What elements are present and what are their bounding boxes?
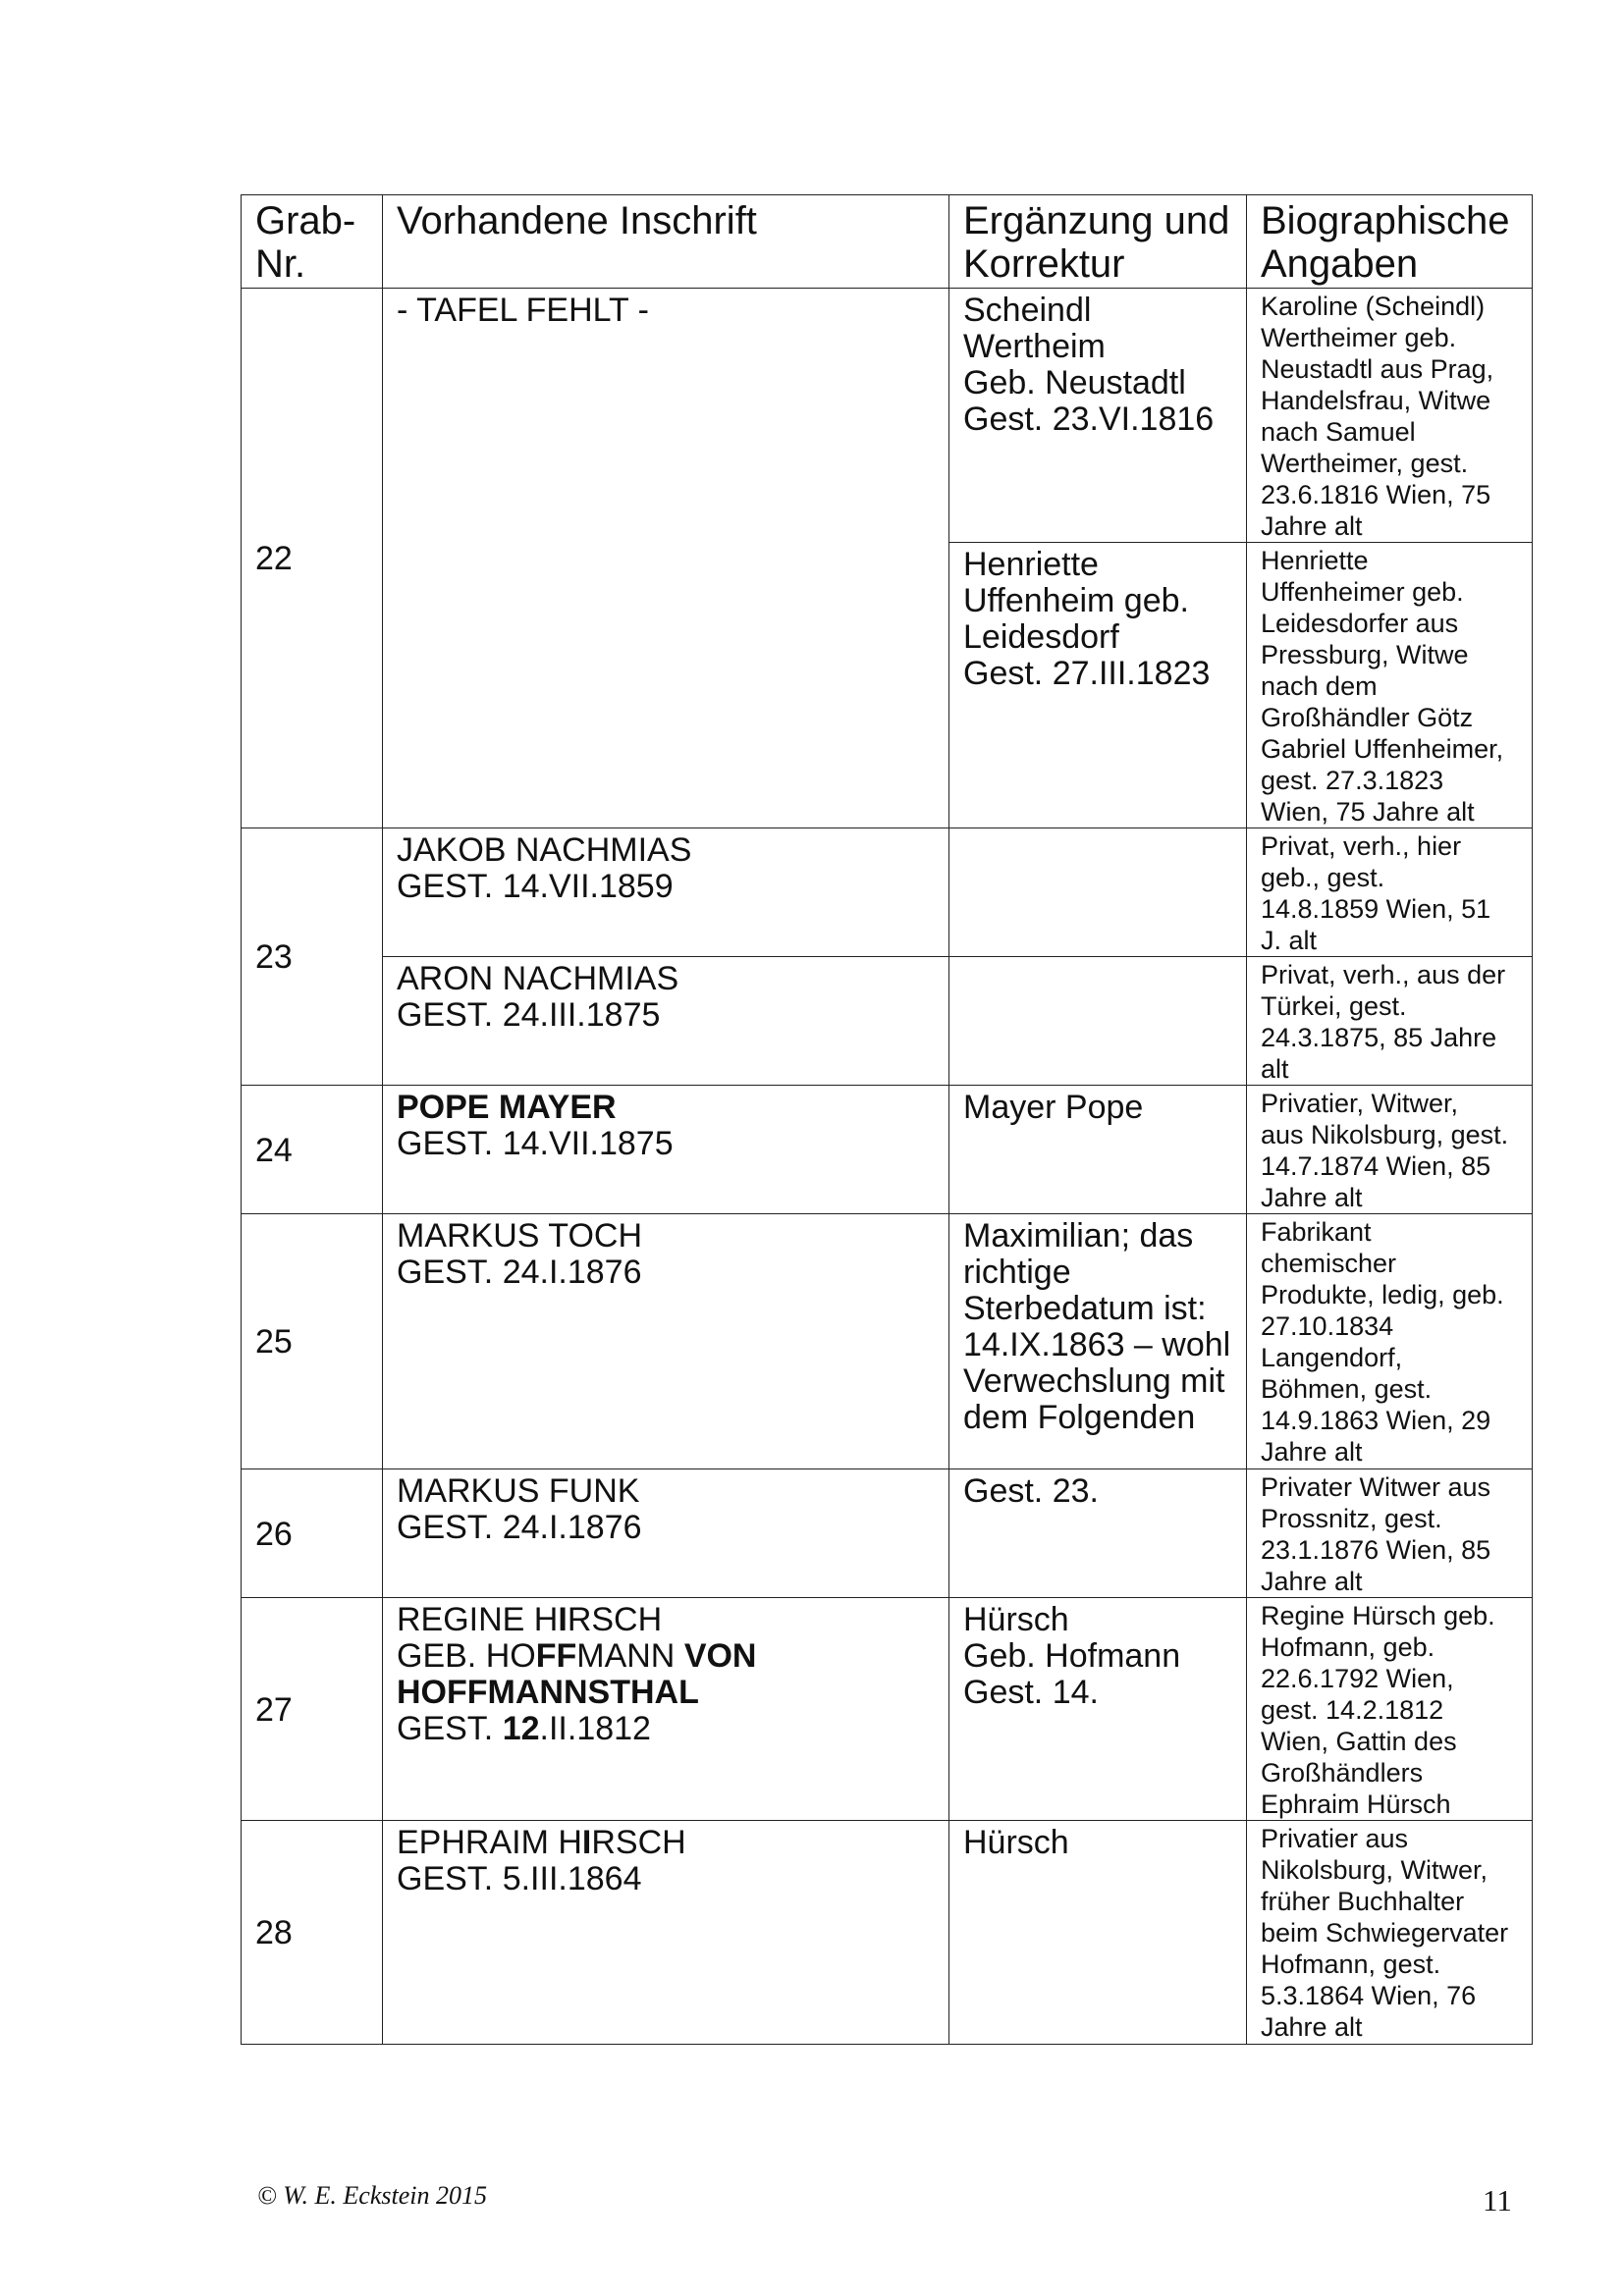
inscription-cell (383, 1214, 949, 1469)
text-line: MARKUS TOCH (397, 1217, 643, 1255)
text-line: Großhändlers (1261, 1758, 1424, 1788)
text-line: chemischer (1261, 1249, 1397, 1278)
text-line: Jahre alt (1261, 2012, 1363, 2042)
text-line: MARKUS FUNK (397, 1472, 640, 1510)
text-line: 14.IX.1863 – wohl (963, 1326, 1231, 1363)
inscription-cell (383, 957, 949, 1086)
header-biographie (1247, 195, 1533, 289)
text-line: 22.6.1792 Wien, (1261, 1664, 1454, 1693)
inscription-cell (383, 1086, 949, 1214)
text-line: Geb. Hofmann (963, 1637, 1181, 1675)
text-line: J. alt (1261, 926, 1318, 955)
biography-cell (1247, 1086, 1533, 1214)
inscription-cell (383, 289, 949, 828)
grave-table (241, 194, 1533, 2045)
correction-cell (949, 1214, 1247, 1469)
inscription-line (397, 1711, 935, 1747)
text-line: Neustadtl aus Prag, (1261, 354, 1494, 384)
inscription-line: POPE MAYER (397, 1089, 617, 1126)
inscription-line (397, 1825, 935, 1861)
table-row-25 (242, 1214, 1533, 1469)
text-line: Jahre alt (1261, 1183, 1363, 1212)
table-row-27 (242, 1598, 1533, 1821)
grave-number: 26 (242, 1469, 383, 1598)
biography-cell (1247, 543, 1533, 828)
grave-number: 22 (242, 289, 383, 828)
text-line: Fabrikant (1261, 1217, 1372, 1247)
text-line: Karoline (Scheindl) (1261, 292, 1486, 321)
text-line: Biographische (1261, 199, 1510, 242)
text-line: ARON NACHMIAS (397, 960, 679, 997)
text-line: Privat, verh., aus der (1261, 960, 1506, 989)
text-line: Uffenheim geb. (963, 582, 1189, 619)
inscription-cell (383, 1598, 949, 1821)
text-line: GEST. 24.I.1876 (397, 1254, 642, 1291)
text-line: Vorhandene Inschrift (397, 199, 757, 242)
header-ergaenzung (949, 195, 1247, 289)
biography-cell (1247, 289, 1533, 543)
correction-cell (949, 543, 1247, 828)
inscription-line (397, 1602, 935, 1638)
text-line: Grab- (255, 199, 356, 242)
text-line: Türkei, gest. (1261, 991, 1407, 1021)
text-line: 27.10.1834 (1261, 1311, 1394, 1341)
text-line: Henriette (1261, 546, 1369, 575)
text-line: 23.6.1816 Wien, 75 (1261, 480, 1491, 509)
correction-cell (949, 1469, 1247, 1598)
text-line: gest. 27.3.1823 (1261, 766, 1444, 795)
grave-number: 25 (242, 1214, 383, 1469)
text-line: Verwechslung mit (963, 1362, 1225, 1400)
text-line: Wertheimer, gest. (1261, 449, 1469, 478)
text-run: MANN (576, 1637, 684, 1675)
table-row-22a (242, 289, 1533, 543)
biography-cell (1247, 957, 1533, 1086)
text-run-bold: 12 (502, 1710, 540, 1747)
text-line: - TAFEL FEHLT - (397, 292, 649, 329)
text-line: Hürsch (963, 1824, 1069, 1861)
text-run-bold: I (558, 1601, 568, 1638)
text-line: Nr. (255, 242, 306, 286)
text-run: REGINE H (397, 1601, 559, 1638)
text-line: Gest. 14. (963, 1674, 1099, 1711)
text-run-bold: I (581, 1824, 592, 1861)
footer-copyright: © W. E. Eckstein 2015 (257, 2181, 487, 2210)
text-line: früher Buchhalter (1261, 1887, 1465, 1916)
text-line: Pressburg, Witwe (1261, 640, 1469, 669)
grave-number: 24 (242, 1086, 383, 1214)
text-line: Hofmann, geb. (1261, 1632, 1435, 1662)
text-line: Geb. Neustadtl (963, 364, 1186, 401)
inscription-line: HOFFMANNSTHAL (397, 1674, 699, 1711)
table-row-24 (242, 1086, 1533, 1214)
text-line: Privatier aus (1261, 1824, 1409, 1853)
text-run: .II.1812 (539, 1710, 651, 1747)
text-line: richtige (963, 1254, 1071, 1291)
text-line: Gest. 27.III.1823 (963, 655, 1211, 692)
text-line: Gabriel Uffenheimer, (1261, 734, 1504, 764)
text-line: Henriette (963, 546, 1099, 583)
text-line: Großhändler Götz (1261, 703, 1474, 732)
text-line: Ephraim Hürsch (1261, 1789, 1451, 1819)
text-line: Wien, 75 Jahre alt (1261, 797, 1475, 827)
text-line: Wertheim (963, 328, 1106, 365)
text-line: Produkte, ledig, geb. (1261, 1280, 1504, 1309)
text-line: Angaben (1261, 242, 1419, 286)
text-line: Wien, Gattin des (1261, 1727, 1457, 1756)
text-line: Leidesdorf (963, 618, 1119, 656)
biography-cell (1247, 1598, 1533, 1821)
grave-number: 27 (242, 1598, 383, 1821)
text-line: dem Folgenden (963, 1399, 1196, 1436)
text-line: 14.7.1874 Wien, 85 (1261, 1151, 1491, 1181)
text-line: Handelsfrau, Witwe (1261, 386, 1491, 415)
text-run: EPHRAIM H (397, 1824, 582, 1861)
correction-cell (949, 1086, 1247, 1214)
text-line: Prossnitz, gest. (1261, 1504, 1442, 1533)
text-line: Leidesdorfer aus (1261, 609, 1459, 638)
text-line: nach Samuel (1261, 417, 1416, 447)
text-line: Privater Witwer aus (1261, 1472, 1491, 1502)
text-line: Sterbedatum ist: (963, 1290, 1207, 1327)
correction-cell (949, 289, 1247, 543)
text-line: 23.1.1876 Wien, 85 (1261, 1535, 1491, 1565)
page-number: 11 (1483, 2183, 1512, 2217)
biography-cell (1247, 1469, 1533, 1598)
text-line: 24.3.1875, 85 Jahre (1261, 1023, 1497, 1052)
text-line: aus Nikolsburg, gest. (1261, 1120, 1509, 1149)
text-line: Langendorf, (1261, 1343, 1403, 1372)
text-line: Privat, verh., hier (1261, 831, 1462, 861)
text-line: geb., gest. (1261, 863, 1385, 892)
text-line: Jahre alt (1261, 1567, 1363, 1596)
header-grab-nr (242, 195, 383, 289)
text-line: JAKOB NACHMIAS (397, 831, 692, 869)
text-run-bold: VON (683, 1637, 757, 1675)
text-line: Jahre alt (1261, 1437, 1363, 1467)
inscription-line: GEST. 14.VII.1875 (397, 1125, 674, 1162)
text-line: Uffenheimer geb. (1261, 577, 1464, 607)
correction-cell (949, 1598, 1247, 1821)
text-line: Gest. 23. (963, 1472, 1099, 1510)
grave-number: 28 (242, 1821, 383, 2045)
text-line: Gest. 23.VI.1816 (963, 400, 1215, 438)
text-run: RSCH (591, 1824, 686, 1861)
text-run: GEB. HO (397, 1637, 536, 1675)
text-line: Privatier, Witwer, (1261, 1089, 1459, 1118)
text-line: Regine Hürsch geb. (1261, 1601, 1495, 1630)
text-line: Mayer Pope (963, 1089, 1144, 1126)
biography-cell (1247, 1214, 1533, 1469)
text-line: nach dem (1261, 671, 1378, 701)
text-line: Wertheimer geb. (1261, 323, 1457, 352)
text-line: Ergänzung und (963, 199, 1230, 242)
text-line: Jahre alt (1261, 511, 1363, 541)
text-line: Hürsch (963, 1601, 1069, 1638)
table-row-28 (242, 1821, 1533, 2045)
text-run: RSCH (567, 1601, 663, 1638)
text-line: gest. 14.2.1812 (1261, 1695, 1444, 1725)
table-row-23b (242, 957, 1533, 1086)
text-line: 14.8.1859 Wien, 51 (1261, 894, 1491, 924)
text-line: Korrektur (963, 242, 1125, 286)
text-line: GEST. 24.I.1876 (397, 1509, 642, 1546)
table-row-26 (242, 1469, 1533, 1598)
text-run-bold: FF (535, 1637, 577, 1675)
inscription-cell (383, 1821, 949, 2045)
text-line: Nikolsburg, Witwer, (1261, 1855, 1489, 1885)
text-line: Böhmen, gest. (1261, 1374, 1433, 1404)
inscription-line: GEST. 5.III.1864 (397, 1860, 642, 1897)
correction-cell (949, 957, 1247, 1086)
text-run: GEST. (397, 1710, 503, 1747)
correction-cell (949, 828, 1247, 957)
text-line: 5.3.1864 Wien, 76 (1261, 1981, 1477, 2010)
text-line: beim Schwiegervater (1261, 1918, 1509, 1948)
grave-number: 23 (242, 828, 383, 1086)
header-inschrift (383, 195, 949, 289)
text-line: Scheindl (963, 292, 1092, 329)
inscription-cell (383, 1469, 949, 1598)
inscription-cell (383, 828, 949, 957)
table-row-23a (242, 828, 1533, 957)
text-line: 14.9.1863 Wien, 29 (1261, 1406, 1491, 1435)
text-line: GEST. 24.III.1875 (397, 996, 661, 1034)
correction-cell (949, 1821, 1247, 2045)
text-line: alt (1261, 1054, 1289, 1084)
biography-cell (1247, 1821, 1533, 2045)
inscription-line (397, 1638, 935, 1675)
header-row (242, 195, 1533, 289)
biography-cell (1247, 828, 1533, 957)
text-line: Maximilian; das (963, 1217, 1194, 1255)
text-line: GEST. 14.VII.1859 (397, 868, 674, 905)
text-line: Hofmann, gest. (1261, 1949, 1441, 1979)
